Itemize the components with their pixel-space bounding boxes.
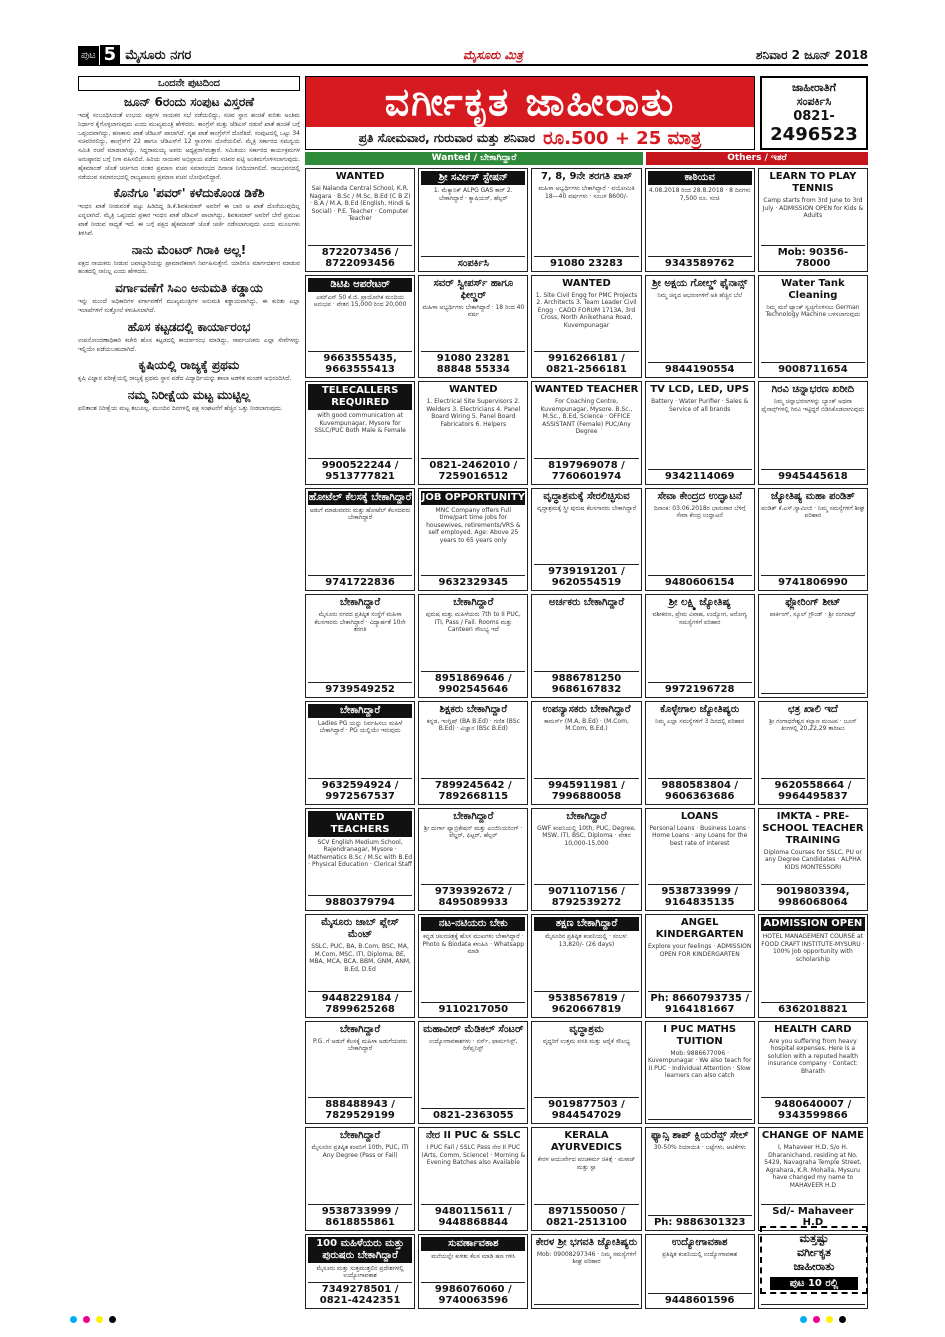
ad-phone: 9632594924 / 9972567537 xyxy=(308,778,412,802)
classified-ad xyxy=(531,168,641,272)
ad-body: ಮೈಸೂರು ನಗರದ ಪ್ರತಿಷ್ಠಿತ ಸಂಸ್ಥೆಗೆ ಮಹಿಳಾ ಕೆಲಸಗಾರರು ಬೇಕಾಗಿದ್ದಾರೆ · ವಿದ್ಯಾರ್ಹತೆ 10ನೇ ತರಗತಿ xyxy=(314,611,406,634)
classified-ad xyxy=(418,808,528,912)
classified-ad xyxy=(758,1021,868,1125)
classified-ad xyxy=(758,701,868,805)
ad-phone: 9019803394, 9986068064 xyxy=(761,884,865,908)
banner-title: ವರ್ಗೀಕೃತ ಜಾಹೀರಾತು xyxy=(384,79,676,124)
ad-phone: 0821-2462010 / 7259016512 xyxy=(421,458,525,482)
ad-body: SCV English Medium School, Rajendranagar, Mysore · Mathematics B.Sc / M.Sc with B.Ed · Physical Education · Clerical Staff xyxy=(308,838,413,869)
continued-label: ಒಂದನೇ ಪುಟದಿಂದ xyxy=(78,76,300,91)
ad-heading: TV LCD, LED, UPS xyxy=(650,384,750,396)
article-body: ಇದಕ್ಕೆ ಸಂಬಂಧಿಸಿದಂತೆ ಉಭಯ ಪಕ್ಷಗಳ ನಾಯಕರ ಸಭೆ ನಡೆಯಲಿದ್ದು, ಸಚಿವ ಸ್ಥಾನ ಹಂಚಿಕೆ ಕುರಿತು ಅಂತಿಮ ನಿರ್ಧಾರ ಕೈಗೊಳ್ಳಲಾಗುವುದು ಎಂದು ಮುಖ್ಯಮಂತ್ರಿ ಹೇಳಿದರು. ಕಾಂಗ್ರೆಸ್ ಮತ್ತು ಜೆಡಿಎಸ್ ನಡುವೆ ಖಾತೆ ಹಂಚಿಕೆ ಬಗ್ಗೆ ಒಪ್ಪಂದವಾಗಿದ್ದು, ಹಣಕಾಸು ಖಾತೆ ಜೆಡಿಎಸ್ ಪಾಲಾಗಿದೆ. ಗೃಹ ಖಾತೆ ಕಾಂಗ್ರೆಸ್‌ಗೆ ದೊರೆತಿದೆ. ಸಂಪುಟದಲ್ಲಿ ಒಟ್ಟು 34 ಸಚಿವರಿರಲಿದ್ದು, ಕಾಂಗ್ರೆಸ್‌ಗೆ 22 ಹಾಗೂ ಜೆಡಿಎಸ್‌ಗೆ 12 ಸ್ಥಾನಗಳು ದೊರೆಯಲಿವೆ. ಮೈತ್ರಿ ಸರ್ಕಾರದ ಸಮನ್ವಯ ಸಮಿತಿ ರಚನೆ ಮಾಡಲಾಗಿದ್ದು, ಸಿದ್ದರಾಮಯ್ಯ ಅವರು ಅಧ್ಯಕ್ಷರಾಗಿರುತ್ತಾರೆ. ಸಮಿತಿಯು ಸರ್ಕಾರದ ಕಾರ್ಯಕ್ರಮಗಳ ಅನುಷ್ಠಾನದ ಬಗ್ಗೆ ನಿಗಾ ವಹಿಸಲಿದೆ. ಹಿರಿಯ ನಾಯಕರ ಅಭಿಪ್ರಾಯ ಪಡೆದು ಸಚಿವರ ಪಟ್ಟಿ ಅಂತಿಮಗೊಳಿಸಲಾಗುವುದು. ಹೈಕಮಾಂಡ್ ಜೊತೆ ಚರ್ಚಿಸಿದ ನಂತರ ಪ್ರಮಾಣ ವಚನ ಸಮಾರಂಭದ ದಿನಾಂಕ ನಿಗದಿಯಾಗಲಿದೆ. ರಾಜಭವನದಲ್ಲಿ ನಡೆಯುವ ಸಮಾರಂಭದಲ್ಲಿ ರಾಜ್ಯಪಾಲರು ಪ್ರಮಾಣ ವಚನ ಬೋಧಿಸಲಿದ್ದಾರೆ. xyxy=(78,112,300,181)
article-body: ಇಂಧನ ಖಾತೆ ನೀಡುವಂತೆ ಪಟ್ಟು ಹಿಡಿದಿದ್ದ ಡಿ.ಕೆ.ಶಿವಕುಮಾರ್ ಅವರಿಗೆ ಈ ಬಾರಿ ಆ ಖಾತೆ ದೊರೆಯುವುದಿಲ್ಲ ಎನ್ನಲಾಗಿದೆ. ಮೈತ್ರಿ ಒಪ್ಪಂದದ ಪ್ರಕಾರ ಇಂಧನ ಖಾತೆ ಜೆಡಿಎಸ್ ಪಾಲಾಗಿದ್ದು, ಶಿವಕುಮಾರ್ ಅವರಿಗೆ ಬೇರೆ ಪ್ರಮುಖ ಖಾತೆ ನೀಡುವ ಸಾಧ್ಯತೆ ಇದೆ. ಈ ಬಗ್ಗೆ ಪಕ್ಷದ ಹೈಕಮಾಂಡ್ ಜೊತೆ ಚರ್ಚೆ ನಡೆಸಲಾಗುವುದು ಎಂದು ಮೂಲಗಳು ತಿಳಿಸಿವೆ. xyxy=(78,203,300,237)
ad-body: ಕಾಮರ್ಸ್ (M.A, B.Ed) · (M.Com, M.Com, B.Ed.) xyxy=(544,717,629,733)
more-line1: ಮತ್ತಷ್ಟು xyxy=(799,1232,829,1245)
article-headline: ಹೊಸ ಕಟ್ಟಡದಲ್ಲಿ ಕಾರ್ಯಾರಂಭ xyxy=(127,319,251,334)
classified-ad xyxy=(645,808,755,912)
ad-phone: 9741722836 xyxy=(308,575,412,588)
ad-heading: ವೃದ್ಧಾಶ್ರಮ xyxy=(569,1023,604,1035)
classified-ad xyxy=(645,488,755,592)
ad-body: ಮನೆಯಲ್ಲೇ ಕುಳಿತು ಕೆಲಸ ಮಾಡಿ ಹಣ ಗಳಿಸಿ xyxy=(431,1252,516,1260)
ad-heading: CHANGE OF NAME xyxy=(761,1130,864,1142)
registration-dots-left xyxy=(70,1316,116,1323)
ad-body: I, Mahaveer H.D, S/o H. Dharanichand, residing at No. 5429, Navagraha Temple Street, Agrahara, K.R. Mohalla, Mysuru have changed my name to MAHAVEER H.D xyxy=(764,1144,862,1189)
ad-phone: 9739392672 / 8495089933 xyxy=(421,884,525,908)
banner-price: ರೂ.500 + 25 ಮಾತ್ರ xyxy=(543,127,702,149)
ad-phone: ಸಂಪರ್ಕಿಸಿ xyxy=(421,256,525,269)
ad-phone: 9342114069 xyxy=(648,469,752,482)
classified-ad xyxy=(645,1021,755,1125)
banner-subtitle: ಪ್ರತಿ ಸೋಮವಾರ, ಗುರುವಾರ ಮತ್ತು ಶನಿವಾರ xyxy=(358,130,536,145)
ad-phone: 9900522244 / 9513777821 xyxy=(308,458,412,482)
ad-heading: ಕಾಠಿಯವ xyxy=(648,171,752,185)
ad-body: ದಿನಾಂಕ: 03.06.2018ರ ಭಾನುವಾರ ಬೆಳಿಗ್ಗೆ ಸೇವಾ ಕೇಂದ್ರ ಉದ್ಘಾಟನೆ xyxy=(653,504,746,520)
ad-body: For Coaching Centre, Kuvempunagar, Mysore. B.Sc., M.Sc., B.Ed, Science · OFFICE ASSISTANT (Female) PUC/Any Degree xyxy=(540,398,633,436)
classified-ad xyxy=(305,381,415,485)
article-headline: ನಾನು ಮೆಂಟರ್ ಗಿರಾಕಿ ಅಲ್ಲ! xyxy=(131,242,247,257)
classified-ad xyxy=(645,594,755,698)
ad-heading: WANTED xyxy=(448,384,498,396)
ad-body: ಪುರುಷ ಮತ್ತು ಮಹಿಳೆಯರು 7th to II PUC, ITI, Pass / Fail. Rooms ಮತ್ತು Canteen ಸೌಲಭ್ಯ ಇದೆ xyxy=(425,611,521,634)
classified-ad xyxy=(758,381,868,485)
page-number: 5 xyxy=(99,45,121,65)
classified-ad xyxy=(758,168,868,272)
ad-body: ನಿಮ್ಮ ಚಿನ್ನಾಭರಣಗಳನ್ನು ಬ್ಯಾಂಕ್ ಅಥವಾ ಫೈನಾನ್ಸ್‌ಗಳಲ್ಲಿ ಗಿರವಿ ಇಟ್ಟಿದ್ದರೆ ಬಿಡಿಸಿಕೊಡಲಾಗುವುದು xyxy=(761,398,865,413)
others-section-bar: Others / ಇತರೆ xyxy=(646,152,868,165)
ad-phone: 9739549252 xyxy=(308,682,412,695)
ad-phone: 9663555435, 9663555413 xyxy=(308,351,412,375)
ad-heading: ನಟ-ನಟಿಯರು ಬೇಕು xyxy=(421,917,525,931)
ad-phone: Mob: 90356-78000 xyxy=(761,245,865,269)
ad-body xyxy=(534,611,638,669)
ad-heading: ANGEL KINDERGARTEN xyxy=(655,917,744,941)
classified-ad xyxy=(645,701,755,805)
classified-ad xyxy=(305,701,415,805)
ad-body: MNC Company offers Full time/part time jobs for housewives, retirements/VRS & self employed. Age: Above 25 years to 65 years only xyxy=(426,506,521,544)
classified-ad xyxy=(531,275,641,379)
article-body: ಕೃಷಿ ವಿಜ್ಞಾನ ಪರೀಕ್ಷೆಯಲ್ಲಿ ರಾಜ್ಯಕ್ಕೆ ಪ್ರಥಮ ಸ್ಥಾನ ಪಡೆದ ವಿದ್ಯಾರ್ಥಿಯನ್ನು ಶಾಲಾ ಆಡಳಿತ ಮಂಡಳಿ ಅಭಿನಂದಿಸಿದೆ. xyxy=(78,375,292,383)
ad-heading: WANTED TEACHERS xyxy=(308,811,412,837)
ad-body: Ladies PG ಯನ್ನು ನಿರ್ವಹಿಸಲು ಮಹಿಳೆ ಬೇಕಾಗಿದ್ದಾರೆ · PG ಯಲ್ಲಿಯೇ ಇರುವುದು xyxy=(317,719,403,735)
ad-phone: 9739191201 / 9620554519 xyxy=(534,564,638,588)
contact-number: 2496523 xyxy=(770,124,858,145)
page-header xyxy=(78,46,868,66)
ad-body: Are you suffering from heavy hospital expenses. Here is a solution with a reputed health insurance company · Contact: Bharath xyxy=(767,1037,859,1075)
ad-body: 1. Electrical Site Supervisors 2. Welders 3. Electricians 4. Panel Board Wiring 5. Panel Board Fabricators 6. Helpers xyxy=(426,398,521,428)
classified-ad xyxy=(418,1127,528,1231)
wanted-section-bar: Wanted / ಬೇಕಾಗಿದ್ದಾರೆ xyxy=(305,152,643,165)
classified-ad xyxy=(305,594,415,698)
ad-body: ಎಮ್‌ಎಸ್ 50 ಕೆ.ಜಿ. ಪ್ರಾಯೋಗಿಕ ಮಂದಿಯ ಅನುಭವ · ವೇತನ 15,000 ರಿಂದ 20,000 xyxy=(313,293,407,309)
ad-heading: WANTED xyxy=(562,277,611,289)
ad-body: ಮೈಸೂರು ಮತ್ತು ಸುತ್ತಮುತ್ತಲಿನ ಪ್ರದೇಶಗಳಲ್ಲಿ ಉದ್ಯೋಗಾವಕಾಶ xyxy=(316,1264,404,1280)
ad-body: ವೃದ್ಧರಿಗೆ ಉತ್ತಮ ವಸತಿ ಮತ್ತು ಆರೈಕೆ ಸೌಲಭ್ಯ xyxy=(542,1037,631,1045)
ad-phone: 7899245642 / 7892668115 xyxy=(421,778,525,802)
ad-heading: ಉದ್ಯೋಗಾವಕಾಶ xyxy=(671,1236,728,1248)
ad-phone xyxy=(761,693,865,695)
classified-ad xyxy=(645,275,755,379)
ad-body: ವೃದ್ಧಾಶ್ರಮಕ್ಕೆ ಸ್ತ್ರೀ ಪುರುಷ ಕೆಲಸಗಾರರು ಬೇಕಾಗಿದ್ದಾರೆ xyxy=(536,504,636,512)
ad-phone: 91080 23283 xyxy=(534,256,638,269)
ad-heading: 100 ಮಹಿಳೆಯರು ಮತ್ತು ಪುರುಷರು ಬೇಕಾಗಿದ್ದಾರೆ xyxy=(308,1237,412,1263)
section-name: ಮೈಸೂರು ನಗರ xyxy=(125,47,192,63)
classified-ad xyxy=(758,275,868,379)
article-headline: ಕೃಷಿಯಲ್ಲಿ ರಾಜ್ಯಕ್ಕೆ ಪ್ರಥಮ xyxy=(138,358,240,373)
news-column xyxy=(78,76,300,1309)
ad-body: ನಿಮ್ಮ ಚಿನ್ನದ ಆಭರಣಗಳಿಗೆ ಅತಿ ಹೆಚ್ಚಿನ ಬೆಲೆ xyxy=(657,291,743,299)
classified-ad xyxy=(758,488,868,592)
ad-body: 1. Site Civil Engg for PMC Projects 2. Architects 3. Team Leader Civil Engg · CADD FORUM 1713A, 3rd Cross, North Anikethana Road, Kuvempunagar xyxy=(535,291,638,329)
ad-body: HOTEL MANAGEMENT COURSE at FOOD CRAFT INSTITUTE-MYSURU · 100% Job opportunity with scholarship xyxy=(761,933,865,963)
article-headline: ಕೊನೆಗೂ 'ಪವರ್' ಕಳೆದುಕೊಂಡ ಡಿಕೆಶಿ xyxy=(113,186,265,201)
classifieds-banner xyxy=(305,76,755,150)
ad-heading: ಬೇಕಾಗಿದ್ದಾರೆ xyxy=(308,704,412,718)
ad-heading: ಬೇಕಾಗಿದ್ದಾರೆ xyxy=(453,597,494,609)
ad-heading: JOB OPPORTUNITY xyxy=(421,491,525,503)
ad-phone: 9538733999 / 9164835135 xyxy=(648,884,752,908)
more-page-ref: ಪುಟ 10 ರಲ್ಲಿ xyxy=(770,1277,858,1290)
classified-ad xyxy=(758,808,868,912)
classified-ad xyxy=(531,1234,641,1309)
ad-phone: 9448229184 / 7899625268 xyxy=(308,991,412,1015)
ad-phone: 9538733999 / 8618855861 xyxy=(308,1204,412,1228)
contact-line1: ಜಾಹೀರಾತಿಗೆ xyxy=(792,81,836,94)
classified-ad xyxy=(531,1127,641,1231)
ad-phone: 9480640007 / 9343599866 xyxy=(761,1097,865,1121)
ad-body: ಪಂಡಿತ್ ಕೆ.ಎಸ್.ಸ್ವಾಮೀಜಿ · ನಿಮ್ಮ ಸಮಸ್ಯೆಗಳಿಗೆ ಶೀಘ್ರ ಪರಿಹಾರ xyxy=(761,504,865,520)
ad-phone: 9945911981 / 7996880058 xyxy=(534,778,638,802)
ad-body: ಮಹಿಳಾ ಅಭ್ಯರ್ಥಿಗಳು ಬೇಕಾಗಿದ್ದಾರೆ · 18 ರಿಂದ 40 ವರ್ಷ xyxy=(422,303,525,319)
ad-heading: ಶ್ರೀ ಸರ್ವೀಸ್ ಸ್ಟೇಷನ್ xyxy=(421,171,525,185)
ad-heading: ಡಿಟಿಪಿ ಆಪರೇಟರ್ xyxy=(308,278,412,292)
ad-heading: WANTED xyxy=(335,171,385,182)
ad-body: ಶ್ರೀ ಗಂಗಾಧರೇಶ್ವರ ಕಲ್ಯಾಣ ಮಂಟಪ · ಜೂನ್ ತಿಂಗಳಲ್ಲಿ 20,22,29 ತಾರೀಖು xyxy=(769,717,857,733)
ad-phone: 9480115611 / 9448868844 xyxy=(421,1204,525,1228)
ad-phone: 9019877503 / 9844547029 xyxy=(534,1097,638,1121)
banner-strip xyxy=(306,127,754,149)
contact-line2: ಸಂಪರ್ಕಿಸಿ xyxy=(796,95,832,108)
ad-heading: ಮೈಸೂರು ಜಾಬ್ ಪ್ಲೇಸ್ ಮೆಂಟ್ xyxy=(321,917,399,941)
ad-body: GWF ಕಂಪನಿಯಲ್ಲಿ 10th, PUC, Degree, MSW, ITI, BSC, Diploma · ವೇತನ 10,000-15,000 xyxy=(537,824,636,847)
classified-ad xyxy=(645,1127,755,1231)
issue-date: ಶನಿವಾರ 2 ಜೂನ್ 2018 xyxy=(755,47,868,62)
classified-ad xyxy=(645,914,755,1018)
ad-heading: ಬೇಕಾಗಿದ್ದಾರೆ xyxy=(566,810,607,822)
ad-heading: HEALTH CARD xyxy=(774,1023,852,1035)
classified-ad xyxy=(758,1127,868,1231)
classified-ad xyxy=(531,1021,641,1125)
ad-heading: ಅರ್ಚಕರು ಬೇಕಾಗಿದ್ದಾರೆ xyxy=(548,597,625,609)
ad-heading: WANTED TEACHER xyxy=(534,384,639,396)
ad-phone: 6362018821 xyxy=(761,1002,865,1015)
more-line3: ಜಾಹೀರಾತು xyxy=(793,1260,835,1273)
classified-ad xyxy=(305,914,415,1018)
ad-heading: ಶ್ರೀ ಅಕ್ಷಯ ಗೋಲ್ಡ್ ಫೈನಾನ್ಸ್ xyxy=(652,277,748,289)
classified-ad xyxy=(645,168,755,272)
ad-body: Mob: 09008297346 · ನಿಮ್ಮ ಸಮಸ್ಯೆಗಳಿಗೆ ಶೀಘ್ರ ಪರಿಹಾರ xyxy=(536,1250,637,1266)
ad-heading: ಸವರ್ ಸ್ವೀಪರ್ಸ್ ಹಾಗೂ ಫೀಲ್ಡರ್ xyxy=(433,277,514,301)
classified-ad xyxy=(531,808,641,912)
ad-body: ವಶೀಕರಣ, ಪ್ರೇಮ ವಿವಾಹ, ಉದ್ಯೋಗ, ಆರೋಗ್ಯ ಸಮಸ್ಯೆಗಳಿಗೆ ಪರಿಹಾರ xyxy=(652,611,747,626)
classified-ad xyxy=(531,594,641,698)
ad-phone: 9538567819 / 9620667819 xyxy=(534,991,638,1015)
contact-box xyxy=(760,76,868,150)
ad-body: Personal Loans · Business Loans · Home Loans · any Loans for the best rate of interest xyxy=(649,824,750,847)
ad-phone: Sd/- Mahaveer H.D xyxy=(761,1204,865,1228)
ad-body: Camp starts from 3rd June to 3rd July · ADMISSION OPEN for Kids & Adults xyxy=(762,197,864,219)
ad-body: ಶ್ರೀ ದುರ್ಗಾ ಫ್ಯಾಬ್ರಿಕೇಷನ್ ಮತ್ತು ಎಂಜಿನಿಯರಿಂಗ್ · ವೆಲ್ಡರ್, ಫಿಟ್ಟರ್, ಹೆಲ್ಪರ್ xyxy=(423,824,523,840)
ad-heading: ಬೇಕಾಗಿದ್ದಾರೆ xyxy=(339,597,381,609)
ad-body: ಉದ್ಯೋಗಾವಕಾಶಗಳು · ನರ್ಸ್, ಫಾರ್ಮಸಿಸ್ಟ್, ರಿಸೆಪ್ಷನಿಸ್ಟ್ xyxy=(429,1037,518,1053)
ad-heading: ಶಿಕ್ಷಕರು ಬೇಕಾಗಿದ್ದಾರೆ xyxy=(439,703,508,715)
ad-heading: LOANS xyxy=(680,810,719,822)
ad-heading: ಕೊಳ್ಳೇಗಾಲ ಜ್ಯೋತಿಷ್ಯರು xyxy=(660,703,740,715)
ad-heading: I PUC MATHS TUITION xyxy=(663,1023,737,1047)
more-line2: ವರ್ಗೀಕೃತ xyxy=(796,1246,831,1259)
ad-heading: ಶ್ರೀ ಲಕ್ಷ್ಮಿ ಜ್ಯೋತಿಷ್ಯ xyxy=(668,597,731,609)
classified-ad xyxy=(531,914,641,1018)
ad-body: 1. ಮೆಕ್ಯಾನಿಕ್ ALPG GAS ಕಾರ್ 2. ಬೇಕಾಗಿದ್ದಾರೆ · ಕ್ಯಾಷಿಯರ್, ಹೆಲ್ಪರ್ xyxy=(433,187,513,202)
ad-heading: ADMISSION OPEN xyxy=(761,917,865,931)
ad-phone: 9071107156 / 8792539272 xyxy=(534,884,638,908)
ad-body: ಕನ್ನಡ ಚಲನಚಿತ್ರಕ್ಕೆ ಹೊಸ ಮುಖಗಳು ಬೇಕಾಗಿದ್ದಾರೆ · Photo & Biodata ಕಳುಹಿಸಿ · Whatsapp ಮಾಡಿ xyxy=(422,933,525,956)
page-label: ಪುಟ xyxy=(78,46,99,64)
classified-ad xyxy=(305,1234,415,1309)
ad-phone: 9986076060 / 9740063596 xyxy=(421,1282,525,1306)
ad-phone: 9972196728 xyxy=(648,682,752,695)
ad-phone: 9945445618 xyxy=(761,469,865,482)
ad-phone: 888488943 / 7829529199 xyxy=(308,1097,412,1121)
contact-code: 0821- xyxy=(793,109,835,124)
ad-phone: 9480606154 xyxy=(648,575,752,588)
classified-ad xyxy=(645,381,755,485)
ad-body: Mob: 9886677096 · Kuvempunagar · We also teach for II PUC · Individual Attention · Slow learners can also catch xyxy=(647,1049,752,1080)
ad-heading: ಬೇಕಾಗಿದ್ದಾರೆ xyxy=(339,1130,381,1142)
ad-body: ಮಹಿಳಾ ಅಭ್ಯರ್ಥಿಗಳು ಬೇಕಾಗಿದ್ದಾರೆ · ವಯೋಮಿತಿ 18—40 ವರ್ಷಗಳು · ಸಂಬಳ 8600/- xyxy=(538,185,635,200)
ad-phone: 7349278501 / 0821-4242351 xyxy=(308,1282,412,1306)
ad-heading: 7, 8, 9ನೇ ತರಗತಿ ಪಾಸ್ xyxy=(540,171,632,182)
ad-phone: 8722073456 / 8722093456 xyxy=(308,245,412,269)
ad-body: ಕೇರಳ ಆಯುರ್ವೇದ ಪಂಚಕರ್ಮ ಚಿಕಿತ್ಸೆ · ಮಸಾಜ್ ಮತ್ತು ಸ್ಪಾ xyxy=(537,1156,636,1171)
registration-dots-right xyxy=(800,1316,846,1323)
ad-phone xyxy=(648,1119,752,1121)
classified-ad xyxy=(305,168,415,272)
ad-phone: 9448601596 xyxy=(648,1293,752,1306)
classified-ad xyxy=(418,594,528,698)
article-body: ಇನ್ನು ಮುಂದೆ ಅಧಿಕಾರಿಗಳ ವರ್ಗಾವಣೆಗೆ ಮುಖ್ಯಮಂತ್ರಿಗಳ ಅನುಮತಿ ಕಡ್ಡಾಯವಾಗಿದ್ದು, ಈ ಕುರಿತು ಎಲ್ಲಾ ಇಲಾಖೆಗಳಿಗೆ ಸುತ್ತೋಲೆ ಕಳುಹಿಸಲಾಗಿದೆ. xyxy=(78,298,300,314)
ad-phone: 0821-2363055 xyxy=(421,1108,525,1121)
ad-heading: ಜ್ಯೋತಿಷ್ಯ ಮಹಾ ಪಂಡಿತ್ xyxy=(770,490,855,502)
ad-phone: 9880583804 / 9606363686 xyxy=(648,778,752,802)
classified-ad xyxy=(645,1234,755,1309)
ad-phone: 9886781250 9686167832 xyxy=(534,671,638,695)
ad-body: ನಿಮ್ಮ ಎಲ್ಲಾ ಸಮಸ್ಯೆಗಳಿಗೆ 3 ದಿನದಲ್ಲಿ ಪರಿಹಾರ xyxy=(655,717,745,725)
classified-ad xyxy=(418,1234,528,1309)
article-headline: ಜೂನ್ 6ರಂದು ಸಂಪುಟ ವಿಸ್ತರಣೆ xyxy=(124,95,254,109)
ad-heading: ಸೇವಾ ಕೇಂದ್ರದ ಉದ್ಘಾಟನೆ xyxy=(657,490,742,502)
ad-phone: 9343589762 xyxy=(648,256,752,269)
ad-body: 30-50% ರಿಯಾಯಿತಿ · ಬಟ್ಟೆಗಳು, ಆಟಿಕೆಗಳು xyxy=(653,1144,746,1152)
ad-phone: 9008711654 xyxy=(761,362,865,375)
ad-phone: 91080 23281 88848 55334 xyxy=(421,351,525,375)
ad-heading: ತಕ್ಷಣ ಬೇಕಾಗಿದ್ದಾರೆ xyxy=(534,917,638,931)
ad-body: Explore your feelings · ADMISSION OPEN FOR KINDERGARTEN xyxy=(648,943,752,958)
ad-heading: ಬೇಕಾಗಿದ್ದಾರೆ xyxy=(339,1023,381,1035)
ad-phone: 9632329345 xyxy=(421,575,525,588)
ad-phone xyxy=(761,1304,865,1306)
article-body: ಫಲಿತಾಂಶ ನಿರೀಕ್ಷೆಯ ಮಟ್ಟ ತಲುಪಿಲ್ಲ. ಮುಂದಿನ ದಿನಗಳಲ್ಲಿ ಪಕ್ಷ ಸಂಘಟನೆಗೆ ಹೆಚ್ಚಿನ ಒತ್ತು ನೀಡಲಾಗುವುದು. xyxy=(78,405,283,413)
ad-phone: Ph: 9886301323 xyxy=(648,1215,752,1228)
classified-ad xyxy=(531,701,641,805)
ad-body: ಪ್ರತಿಷ್ಠಿತ ಕಂಪನಿಯಲ್ಲಿ ಉದ್ಯೋಗಾವಕಾಶ xyxy=(662,1250,738,1258)
more-classifieds-box xyxy=(760,1226,868,1294)
ad-heading: TELECALLERS REQUIRED xyxy=(308,384,412,410)
ad-heading: IMKTA - PRE-SCHOOL TEACHER TRAINING xyxy=(762,810,864,846)
ad-heading: ನೇರ II PUC & SSLC xyxy=(425,1130,521,1142)
ad-body: ನಿಮ್ಮ ಮನೆ ಟ್ಯಾಂಕ್ ಸ್ವಚ್ಛಗೊಳಿಸಲು German Technology Machine ಬಳಸಲಾಗುವುದು xyxy=(765,303,861,319)
ad-body: I PUC Fail / SSLC Pass ನೇರ II PUC (Arts, Comm, Science) · Morning & Evening Batches also Available xyxy=(421,1144,526,1167)
ad-heading: ಸುವರ್ಣಾವಕಾಶ xyxy=(421,1237,525,1251)
ad-phone: 9110217050 xyxy=(421,1002,525,1015)
ad-body: ಕನ್ನಡ, ಇಂಗ್ಲಿಷ್ (BA B.Ed) · ಗಣಿತ (BSc B.Ed) · ವಿಜ್ಞಾನ (BSc B.Ed) xyxy=(426,717,520,733)
ad-phone: 8197969078 / 7760601974 xyxy=(534,458,638,482)
classified-ad xyxy=(418,1021,528,1125)
ad-phone: Ph: 8660793735 / 9164181667 xyxy=(648,991,752,1015)
masthead-logo: ಮೈಸೂರು ಮಿತ್ರ xyxy=(463,47,523,62)
ad-heading: ಛತ್ರ ಖಾಲಿ ಇದೆ xyxy=(788,703,838,715)
ad-heading: Water Tank Cleaning xyxy=(781,277,845,301)
ad-phone: 9741806990 xyxy=(761,575,865,588)
ad-phone xyxy=(534,1304,638,1306)
ad-grid xyxy=(305,168,868,1309)
ad-body: ಮೈಸೂರಿನ ಪ್ರತಿಷ್ಠಿತ ಕಂಪನಿಗೆ 10th, PUC, ITI Any Degree (Pass or Fail) xyxy=(311,1144,409,1159)
ad-heading: ಫ್ಯಾನ್ಸಿ ಶಾಪ್ ಕ್ಲಿಯರೆನ್ಸ್ ಸೇಲ್ xyxy=(651,1130,749,1142)
ad-phone: 8971550050 / 0821-2513100 xyxy=(534,1204,638,1228)
classified-ad xyxy=(305,808,415,912)
ad-body: P.G. ಗೆ ಅಡುಗೆ ಕೆಲಸಕ್ಕೆ ಮಹಿಳಾ ಅಡುಗೆಯವರು ಬೇಕಾಗಿದ್ದಾರೆ xyxy=(312,1037,408,1053)
classified-ad xyxy=(305,1127,415,1231)
ad-heading: ಮಹಾವೀರ್ ಮೆಡಿಕಲ್ ಸೆಂಟರ್ xyxy=(423,1023,524,1035)
ad-body: Battery · Water Purifier · Sales & Service of all brands xyxy=(651,398,749,413)
classified-ad xyxy=(418,488,528,592)
ad-body: Diploma Courses for SSLC, PU or any Degree Candidates · ALPHA KIDS MONTESSORI xyxy=(763,848,862,871)
article-list xyxy=(78,95,300,414)
classified-ad xyxy=(418,914,528,1018)
classified-ad xyxy=(305,1021,415,1125)
ad-heading: ಫ್ಲೋರಿಂಗ್ ಶೀಟ್ xyxy=(785,597,841,609)
classified-ad xyxy=(418,168,528,272)
ad-phone: 9620558664 / 9964495837 xyxy=(761,778,865,802)
article-headline: ನಮ್ಮ ನಿರೀಕ್ಷೆಯ ಮಟ್ಟ ಮುಟ್ಟಿಲ್ಲ xyxy=(127,388,251,403)
ad-body: ಮೈಸೂರಿನ ಪ್ರತಿಷ್ಠಿತ ಕಂಪನಿಯಲ್ಲಿ · ಸಂಬಳ: 13,820/- (26 days) xyxy=(545,933,628,948)
article-headline: ವರ್ಗಾವಣೆಗೆ ಸಿಎಂ ಅನುಮತಿ ಕಡ್ಡಾಯ xyxy=(115,281,263,296)
ad-heading: ಹೋಟೆಲ್ ಕೆಲಸಕ್ಕೆ ಬೇಕಾಗಿದ್ದಾರೆ xyxy=(308,491,412,503)
ad-heading: ಬೇಕಾಗಿದ್ದಾರೆ xyxy=(453,810,494,822)
article-body: ಉಪನೋಂದಣಾಧಿಕಾರಿ ಕಚೇರಿ ಹೊಸ ಕಟ್ಟಡದಲ್ಲಿ ಕಾರ್ಯಾರಂಭ ಮಾಡಿದ್ದು, ಸಾರ್ವಜನಿಕರು ಎಲ್ಲಾ ಸೇವೆಗಳನ್ನು ಇಲ್ಲಿಯೇ ಪಡೆಯಬಹುದಾಗಿದೆ. xyxy=(78,336,300,353)
classified-ad xyxy=(531,381,641,485)
ad-body: ಅಡುಗೆ ಮಾಡುವವರು ಮತ್ತು ಹೋಟೆಲ್ ಕೆಲಸದವರು ಬೇಕಾಗಿದ್ದಾರೆ xyxy=(309,506,411,522)
ad-heading: ಉಪನ್ಯಾಸಕರು ಬೇಕಾಗಿದ್ದಾರೆ xyxy=(542,703,631,715)
ad-heading: ವೃದ್ಧಾಶ್ರಮಕ್ಕೆ ಸೇರಲಿಚ್ಛಿಸುವ xyxy=(543,490,630,502)
ad-heading: KERALA AYURVEDICS xyxy=(550,1130,623,1154)
ad-heading: ಗಿರವಿ ಚಿನ್ನಾಭರಣ ಖರೀದಿ xyxy=(771,384,855,396)
ad-phone: 8951869646 / 9902545646 xyxy=(421,671,525,695)
article-body: ಪಕ್ಷದ ನಾಯಕರು ನೀಡುವ ಜವಾಬ್ದಾರಿಯನ್ನು ಪ್ರಾಮಾಣಿಕವಾಗಿ ನಿರ್ವಹಿಸುತ್ತೇನೆ. ಯಾರಿಗೂ ಮಾರ್ಗದರ್ಶನ ಮಾಡುವ ಹಂತದಲ್ಲಿ ನಾನಿಲ್ಲ ಎಂದು ಹೇಳಿದರು. xyxy=(78,259,300,276)
ad-heading: ಕೇರಳ ಶ್ರೀ ಭಗವತಿ ಜ್ಯೋತಿಷ್ಯರು xyxy=(535,1236,638,1248)
ad-phone: 9880379794 xyxy=(308,895,412,908)
classified-ad xyxy=(758,914,868,1018)
classified-ad xyxy=(305,488,415,592)
ad-body: with good communication at Kuvempunagar, Mysore for SSLC/PUC Both Male & Female xyxy=(314,412,406,435)
ad-phone: 9844190554 xyxy=(648,362,752,375)
ad-body: SSLC, PUC, BA, B.Com, BSC, MA, M.Com, MSC, ITI, Diploma, BE, MBA, MCA, BCA, BBM, GNM, ANM, B.Ed, D.Ed xyxy=(309,943,411,973)
classified-ad xyxy=(758,594,868,698)
classified-ad xyxy=(418,275,528,379)
classified-ad xyxy=(418,381,528,485)
ad-phone: 9916266181 / 0821-2566181 xyxy=(534,351,638,375)
classified-ad xyxy=(418,701,528,805)
ad-body: ಪಾರ್ಕಿಂಗ್, ಸ್ಕೂಲ್ ಗ್ರೌಂಡ್ · ಶ್ರೀ ರಂಗನಾಥ್ xyxy=(769,611,857,619)
ad-body: 4.08.2018 ರಿಂದ 28.8.2018 · 8 ದಿನಗಳು 7,500 ರೂ. ಸಂಚಿ xyxy=(648,187,751,202)
classified-ad xyxy=(305,275,415,379)
ad-heading: LEARN TO PLAY TENNIS xyxy=(769,171,857,194)
ad-body: Sai Nalanda Central School, K.R. Nagara · B.Sc / M.Sc, B.Ed (C B Z) · B.A / M.A, B.Ed (English, Hindi & Social) · P.E. Teacher · Computer Teacher xyxy=(309,185,411,222)
classified-ad xyxy=(531,488,641,592)
